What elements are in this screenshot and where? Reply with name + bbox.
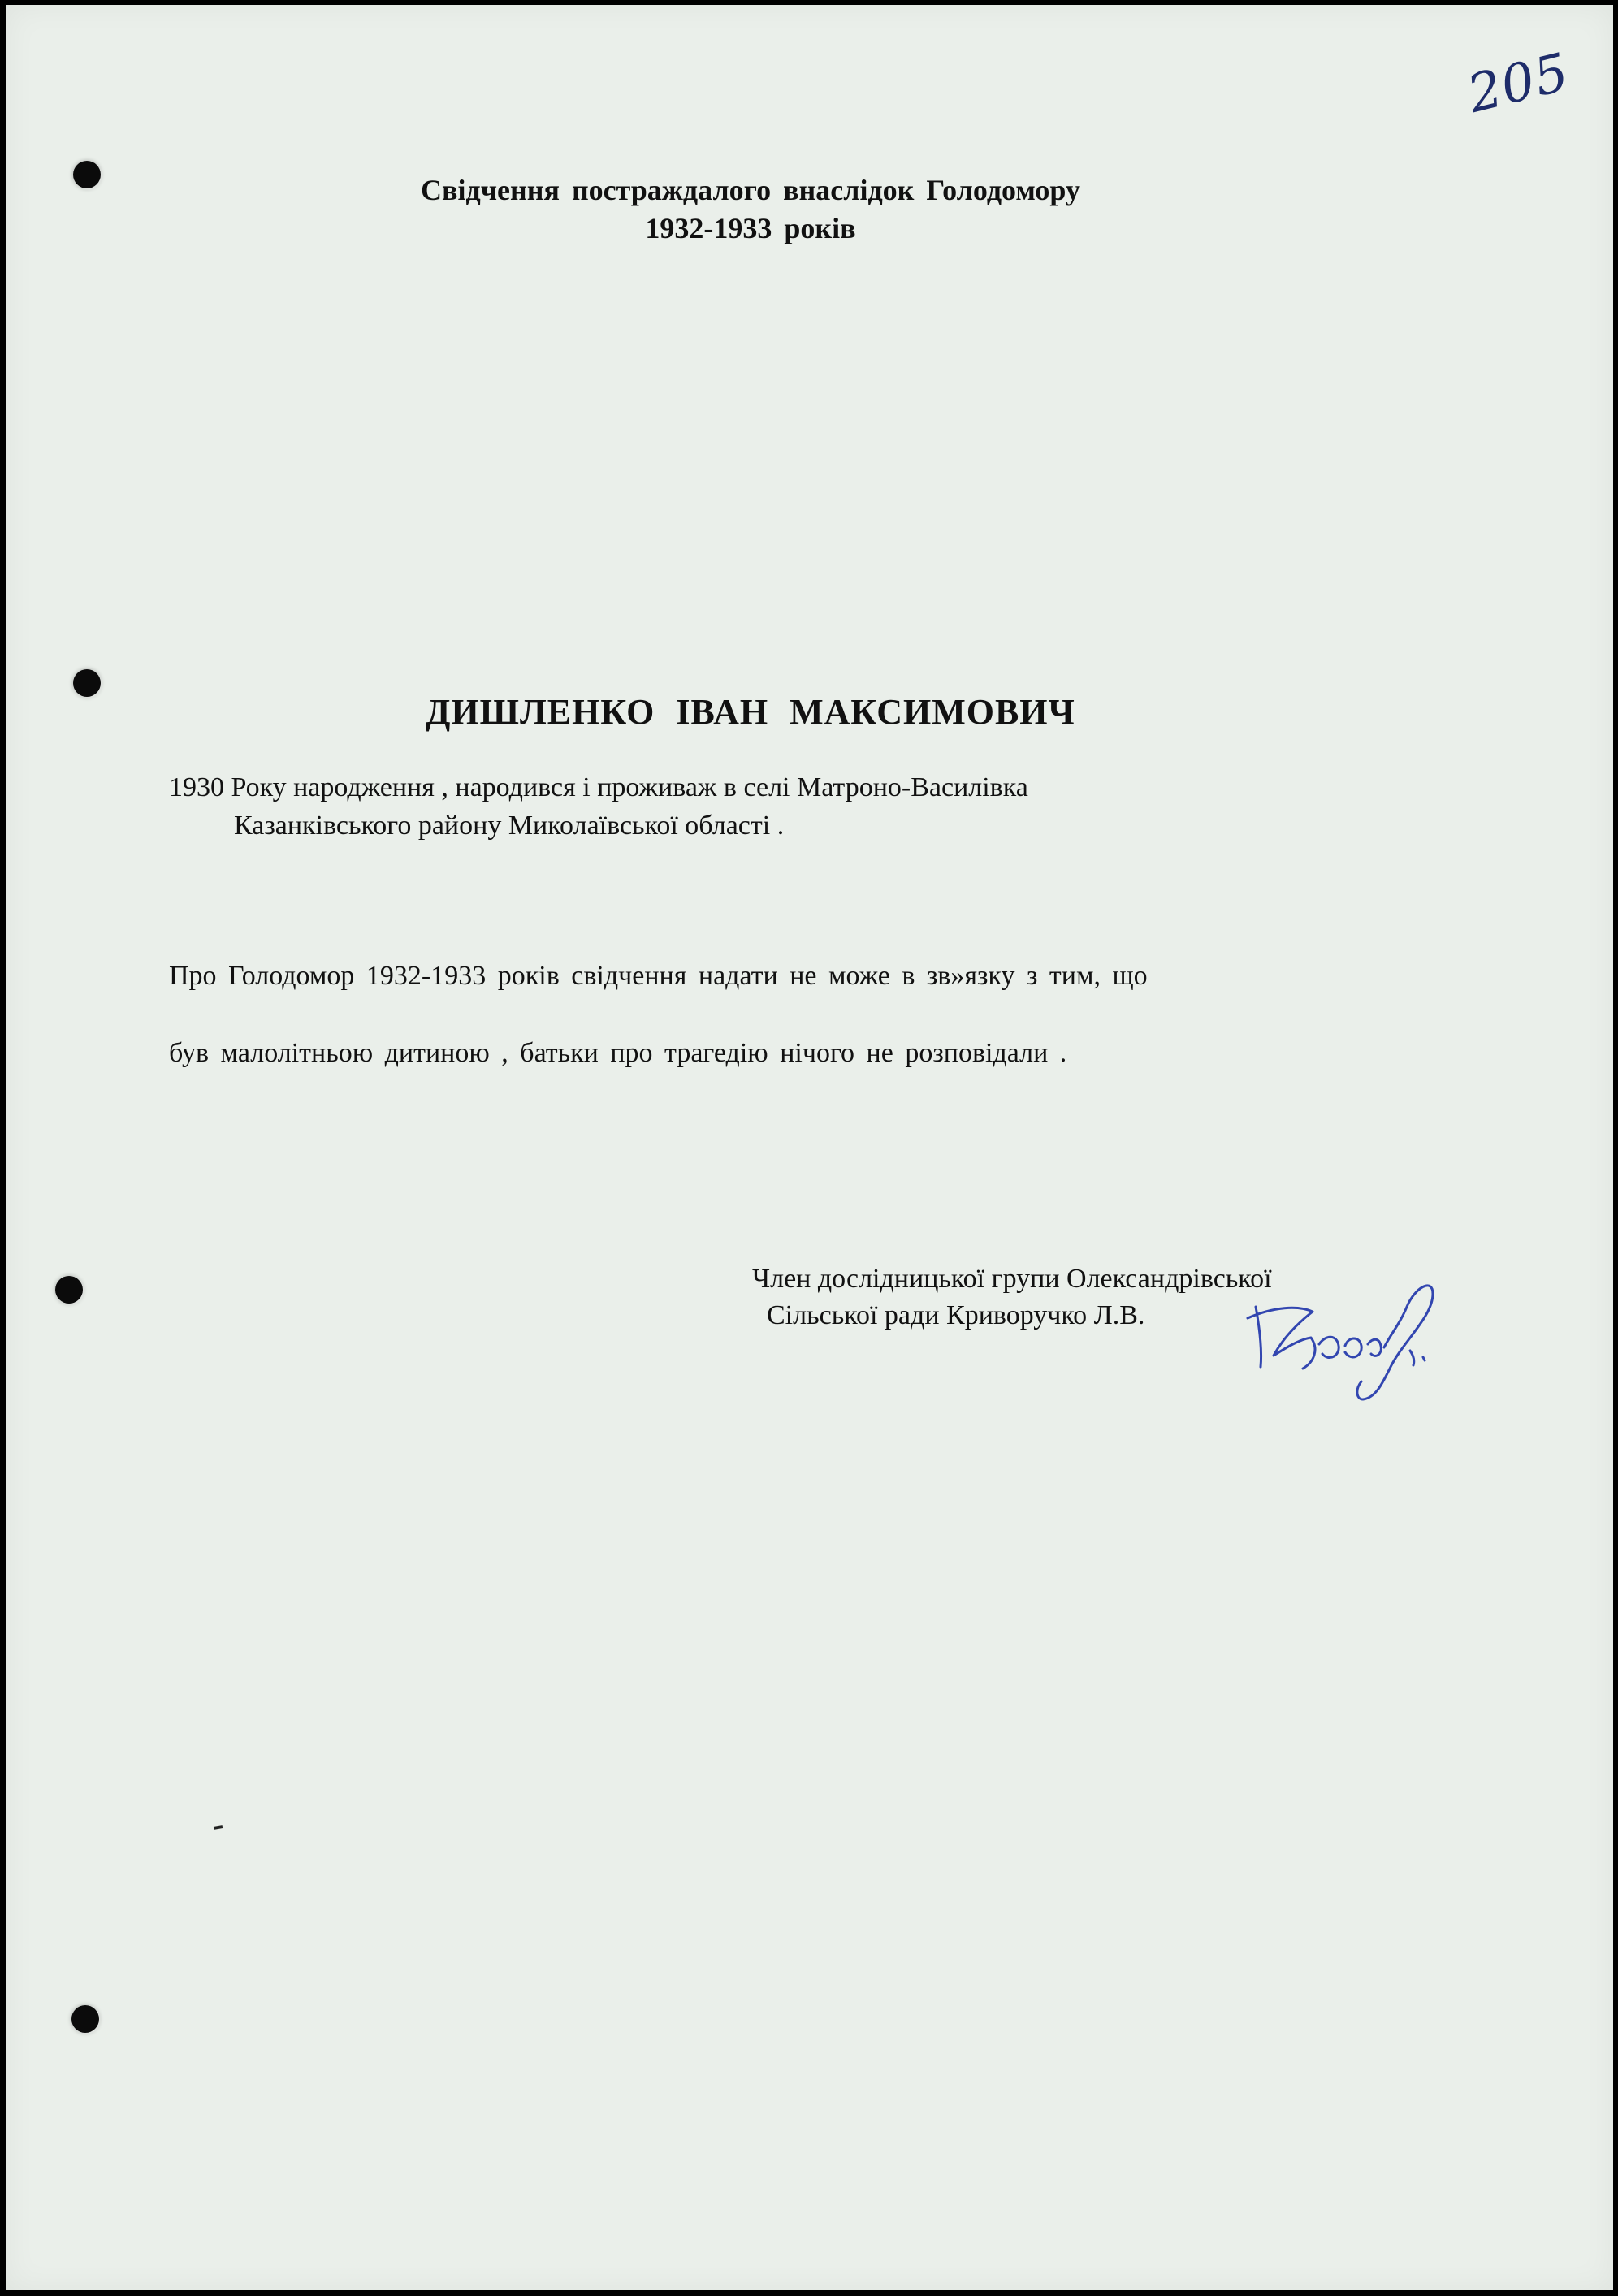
heading-line-1: Свідчення постраждалого внаслідок Голодомору <box>421 174 1080 206</box>
punch-hole <box>71 2005 99 2033</box>
punch-hole <box>55 1276 83 1304</box>
heading-line-2: 1932-1933 років <box>645 212 856 244</box>
handwritten-signature <box>1241 1260 1452 1406</box>
statement-line-2: був малолітньою дитиною , батьки про трагедію нічого не розповідали . <box>169 1038 1067 1068</box>
document-heading <box>6 171 1495 248</box>
stray-mark <box>214 1825 223 1830</box>
page-number: 205 <box>1461 41 1576 126</box>
statement-line-1: Про Голодомор 1932-1933 років свідчення надати не може в зв»язку з тим, що <box>169 961 1148 991</box>
signatory-line-1: Член дослідницької групи Олександрівської <box>752 1264 1272 1294</box>
person-name: ДИШЛЕНКО ІВАН МАКСИМОВИЧ <box>426 692 1075 732</box>
signatory-line-2: Сільської ради Криворучко Л.В. <box>767 1300 1145 1330</box>
birth-line: 1930 Року народження , народився і проживаж в селі Матроно-Василівка <box>169 772 1028 802</box>
document-page <box>6 5 1613 2290</box>
district-line: Казанківського району Миколаївської області . <box>234 811 785 841</box>
